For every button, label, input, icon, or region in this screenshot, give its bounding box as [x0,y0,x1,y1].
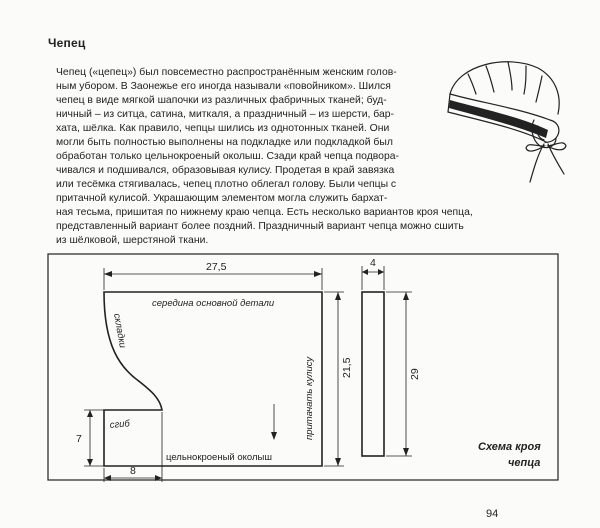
label-band: цельнокроеный околыш [166,452,272,463]
label-center-main: середина основной детали [152,298,275,309]
dim-top-width: 27,5 [206,261,227,273]
diagram-caption-line1: Схема кроя [478,441,541,453]
paragraph-line: обработан только цельнокроеный околыш. Сзади край чепца подвора- [56,151,399,162]
page-number: 94 [486,508,499,520]
cutting-pattern [0,250,600,500]
paragraph-line: притачной кулисой. Украшающим элементом могла служить бархат- [56,193,388,204]
dim-bottom-width: 8 [130,465,136,477]
bonnet-illustration [438,50,568,190]
dim-height: 21,5 [341,357,353,378]
paragraph-line: ным убором. В Заонежье его иногда называли «повойником». Шился [56,81,391,92]
main-piece-outline [104,292,322,466]
paragraph-line: могли быть полностью выполнены на подкладке или подкладкой был [56,137,393,148]
paragraph-line: из шёлковой, шерстяной ткани. [56,235,209,246]
paragraph-line: Чепец («цепец») был повсеместно распространённым женским голов- [56,67,397,78]
casing-strip-outline [362,292,384,456]
label-attach-casing: притачать кулису [304,356,315,440]
paragraph-line: чивался и подшивался, образовывая кулису. Продетая в край завязка [56,165,395,176]
paragraph-line: представленный вариант более поздний. Праздничный вариант чепца можно сшить [56,221,464,232]
paragraph-line: ничный – из ситца, сатина, миткаля, а праздничный – из шерсти, бар- [56,109,395,120]
dim-strip-height: 29 [409,368,421,380]
section-title: Чепец [48,36,86,50]
dim-strip-width: 4 [370,257,376,269]
paragraph-line: чепец в виде мягкой шапочки из различных фабричных тканей; буд- [56,95,387,106]
dim-fold-height: 7 [76,433,82,445]
diagram-caption-line2: чепца [508,457,541,469]
paragraph-line: ная тесьма, пришитая по нижнему краю чепца. Есть несколько вариантов кроя чепца, [56,207,473,218]
paragraph-line: хата, шёлка. Как правило, чепцы шились из однотонных тканей. Они [56,123,390,134]
label-folds: складки [111,312,128,349]
paragraph-line: или тесёмка стягивалась, чепец плотно облегал голову. Были чепцы с [56,179,397,190]
label-fold: сгиб [109,418,131,431]
